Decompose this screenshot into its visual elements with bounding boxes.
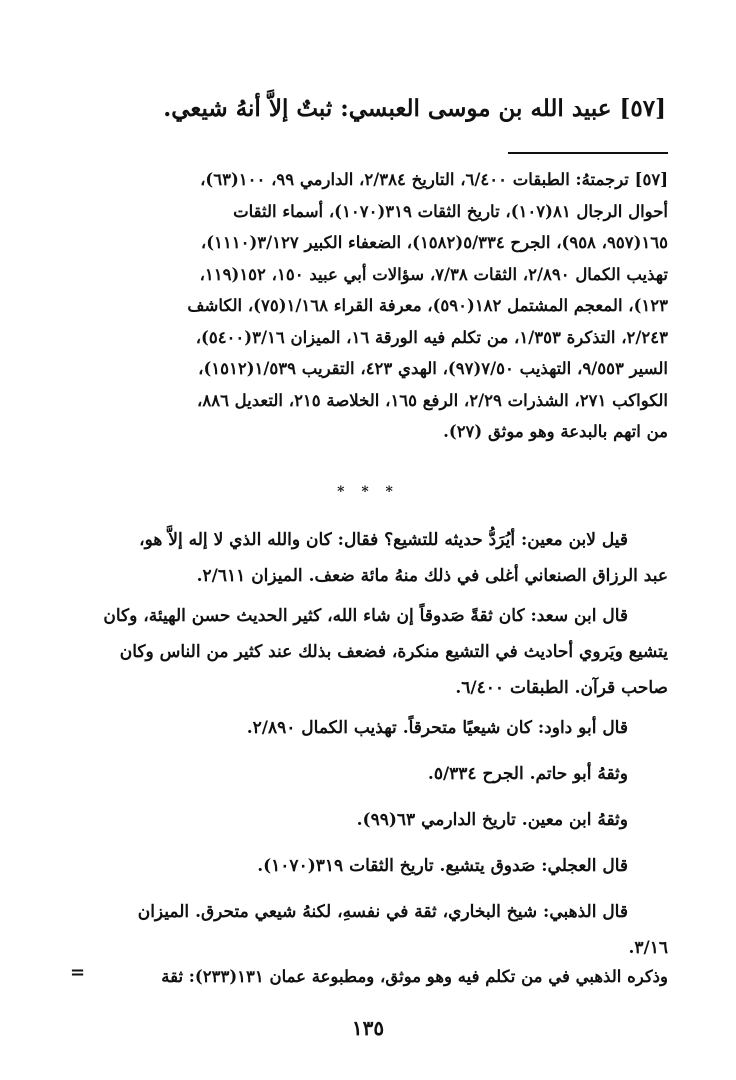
paragraph-line: قال الذهبي: شيخ البخاري، ثقة في نفسهِ، لكنهُ شيعي متحرق. الميزان (137, 902, 628, 922)
footnote-line: ١٦٥(٩٥٧، ٩٥٨)، الجرح ٥/٣٣٤(١٥٨٢)، الضعفاء الكبير ٣/١٢٧(١١١٠)، (200, 233, 668, 252)
section-separator: * * * (337, 484, 399, 500)
paragraph-ibn-saad (68, 598, 668, 706)
quote-abu-dawud: قال أبو داود: كان شيعيًا متحرقاً. تهذيب الكمال ٢/٨٩٠. (246, 718, 628, 738)
footnote-divider (508, 152, 668, 154)
footnote-line: أحوال الرجال ٨١(١٠٧)، تاريخ الثقات ٣١٩(١٠٧٠)، أسماء الثقات (233, 201, 668, 221)
main-text (68, 522, 668, 970)
footnote-line: تهذيب الكمال ٢/٨٩٠، الثقات ٧/٣٨، سؤالات أبي عبيد ١٥٠، ١٥٢(١١٩، (199, 264, 668, 284)
footnote-line: [٥٧] ترجمتهُ: الطبقات ٦/٤٠٠، التاريخ ٢/٣٨٤، الدارمي ٩٩، ١٠٠(٦٣)، (200, 170, 668, 189)
footnote-block (68, 164, 668, 448)
footnote-line: ١٢٣)، المعجم المشتمل ١٨٢(٥٩٠)، معرفة القراء ١/١٦٨(٧٥)، الكاشف (187, 296, 668, 315)
footnote-line: السير ٩/٥٥٣، التهذيب ٧/٥٠(٩٧)، الهدي ٤٢٣، التقريب ١/٥٣٩(١٥١٢)، (198, 359, 668, 378)
paragraph-line: قال ابن سعد: كان ثقةً صَدوقاً إن شاء الله، كثير الحديث حسن الهيئة، وكان (103, 606, 628, 626)
quote-ibn-maeen-tawthiq: وثقهُ ابن معين. تاريخ الدارمي ٦٣(٩٩). (356, 810, 628, 830)
page-number: ١٣٥ (351, 1016, 385, 1040)
footnote-line: الكواكب ٢٧١، الشذرات ٢/٢٩، الرفع ١٦٥، الخلاصة ٢١٥، التعديل ٨٨٦، (197, 390, 668, 410)
quote-ijli: قال العجلي: صَدوق يتشيع. تاريخ الثقات ٣١٩(١٠٧٠). (257, 856, 628, 876)
quote-abu-hatim: وثقهُ أبو حاتم. الجرح ٥/٣٣٤. (427, 764, 628, 784)
paragraph-line: عبد الرزاق الصنعاني أغلى في ذلك منهُ مائة ضعف. الميزان ٢/٦١١. (196, 566, 668, 586)
paragraph-ibn-maeen (68, 522, 668, 594)
continuation-mark: = (70, 962, 86, 983)
paragraph-line: صاحب قرآن. الطبقات ٦/٤٠٠. (455, 678, 668, 698)
paragraph-dhahabi (68, 894, 668, 966)
footnote-line: من اتهم بالبدعة وهو موثق (٢٧). (443, 422, 668, 441)
paragraph-line: قيل لابن معين: أيُرَدُّ حديثه للتشيع؟ فقال: كان والله الذي لا إله إلاَّ هو، (139, 530, 628, 550)
entry-heading: [٥٧] عبيد الله بن موسى العبسي: ثبتٌ إلاَّ أنهُ شيعي. (163, 95, 666, 122)
continued-footnote: وذكره الذهبي في من تكلم فيه وهو موثق، ومطبوعة عمان ١٣١(٢٣٣): ثقة (161, 967, 668, 986)
paragraph-line: يتشيع ويَروي أحاديث في التشيع منكرة، فضعف بذلك عند كثير من الناس وكان (119, 642, 668, 662)
footnote-line: ٢/٢٤٣، التذكرة ١/٣٥٣، من تكلم فيه الورقة ١٦، الميزان ٣/١٦(٥٤٠٠)، (195, 327, 668, 347)
paragraph-line: ٣/١٦. (628, 938, 668, 958)
